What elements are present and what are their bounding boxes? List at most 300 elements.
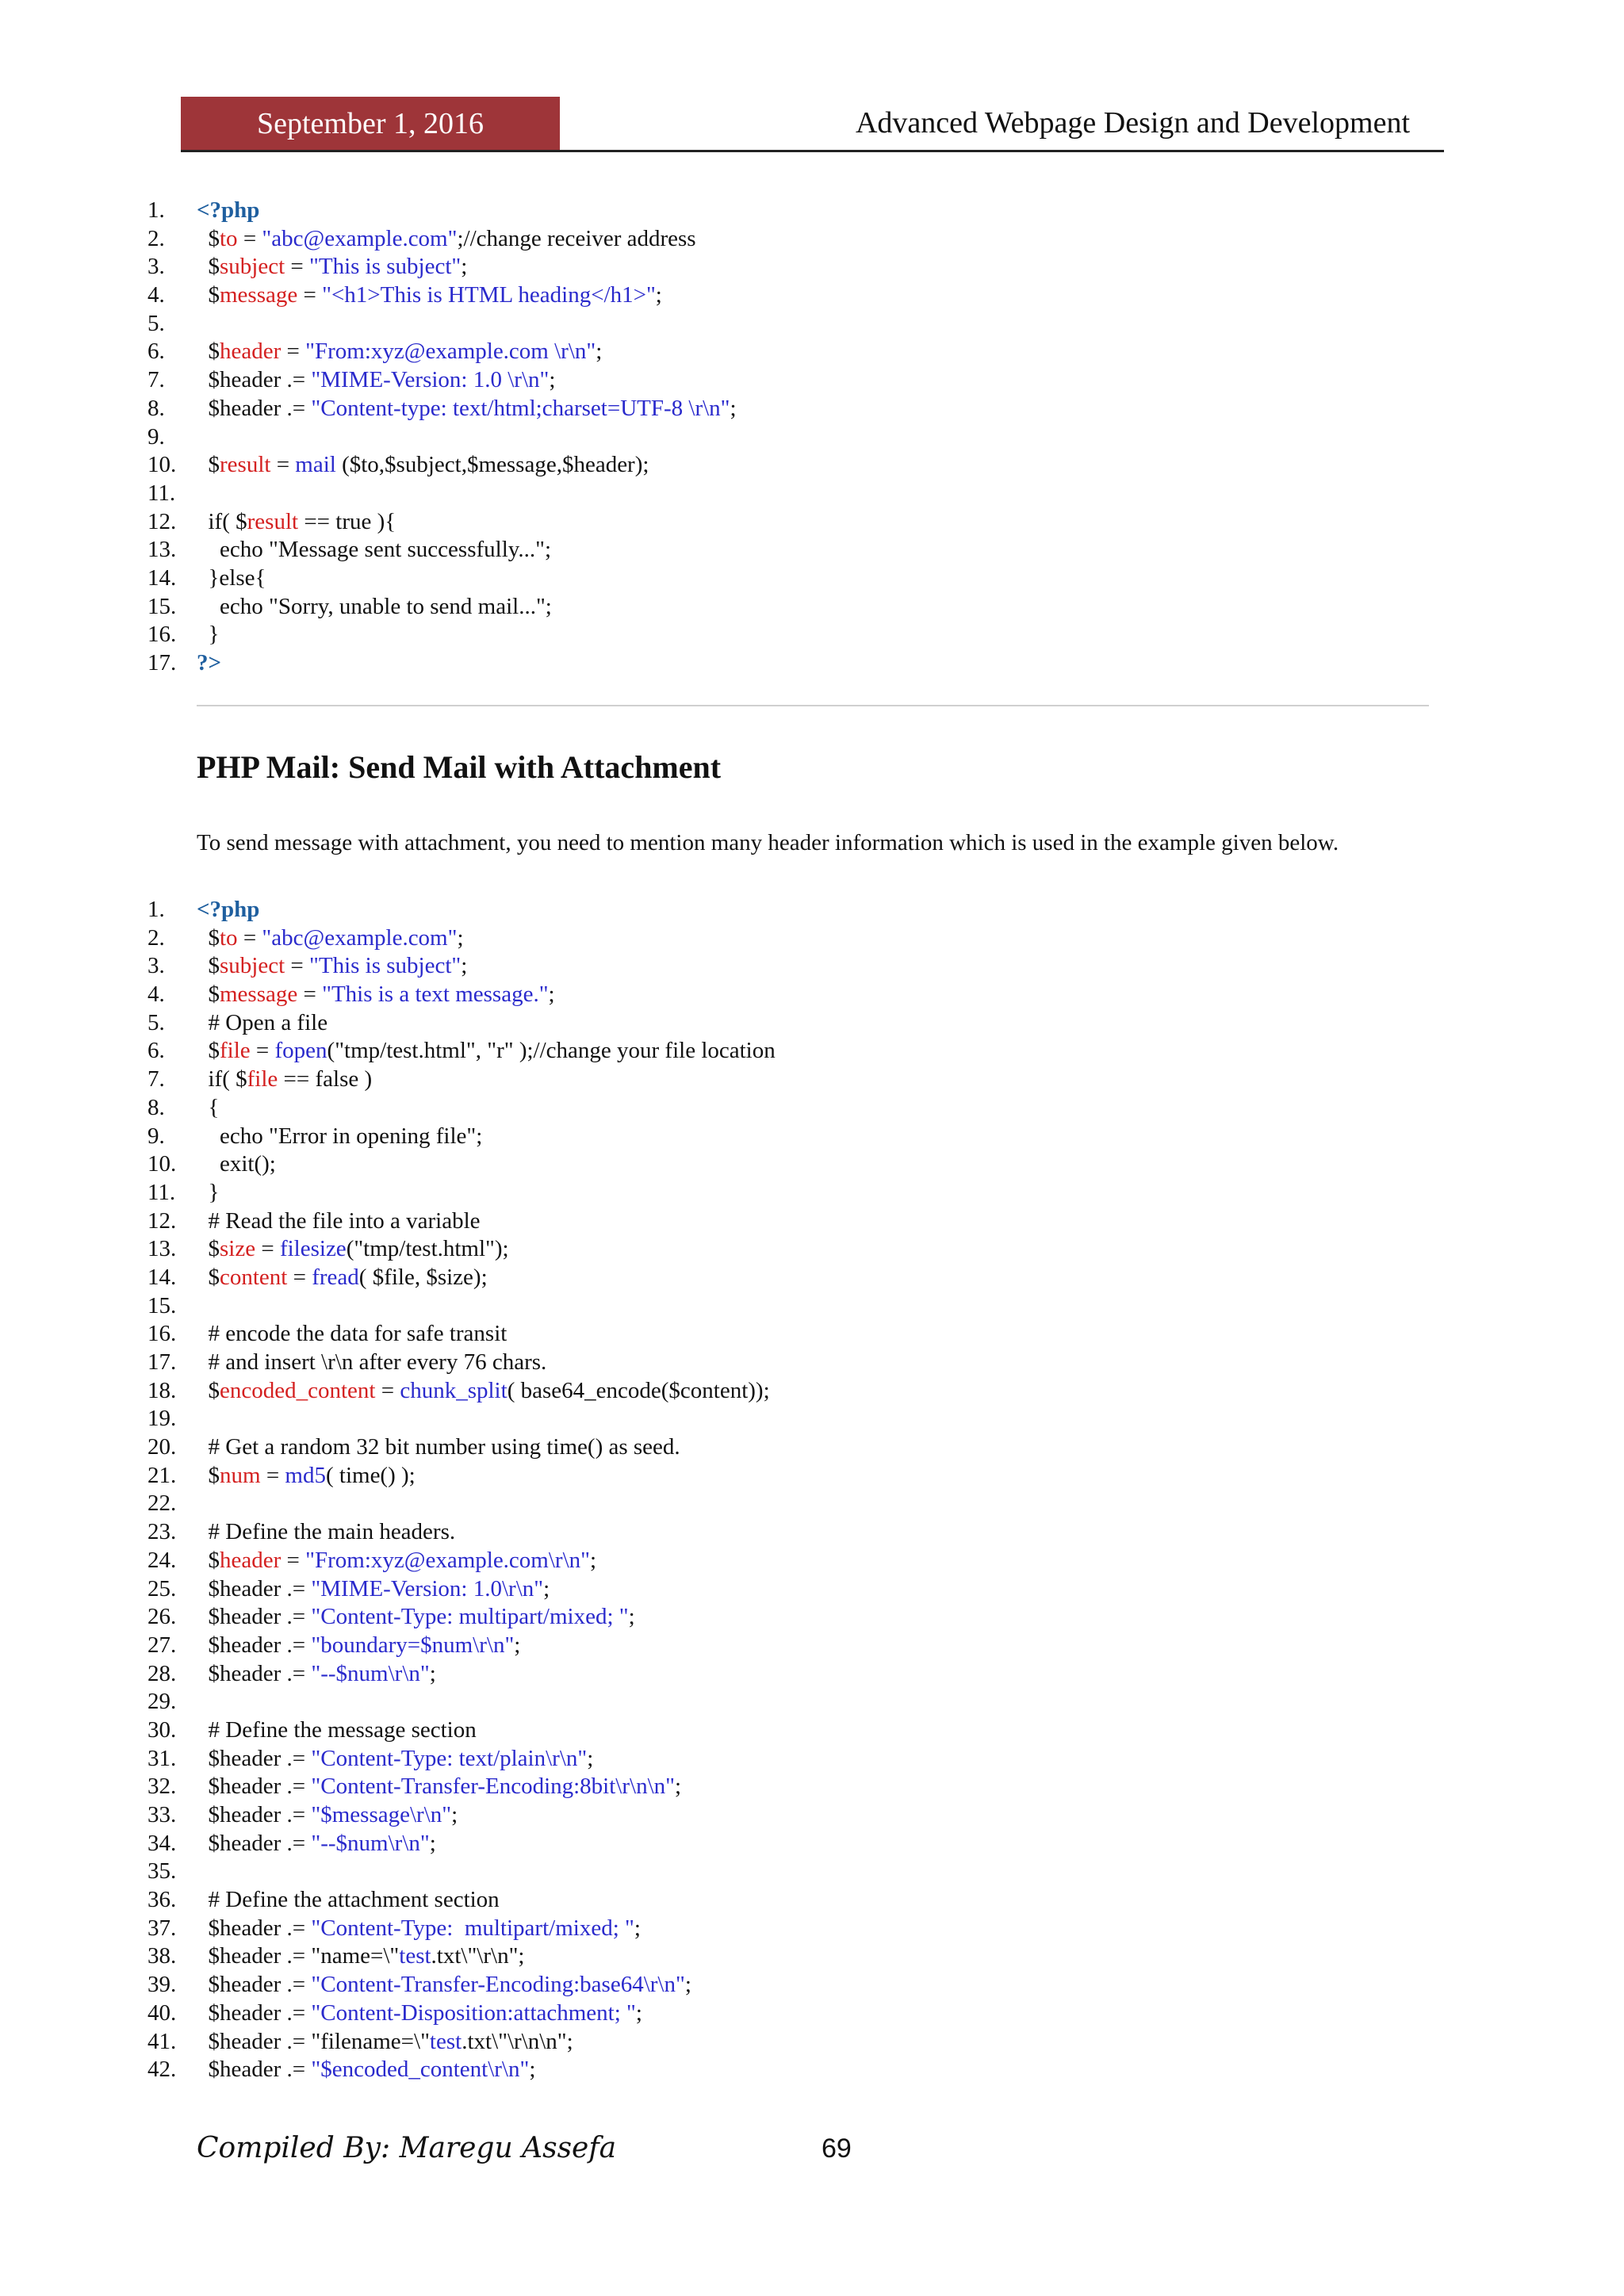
line-number: 9.: [147, 423, 165, 450]
code-token: ;: [589, 1547, 597, 1573]
code-token: test: [429, 2028, 462, 2054]
line-number: 16.: [147, 622, 177, 648]
code-token: ?>: [197, 650, 222, 675]
code-text: [197, 1915, 641, 1943]
line-number: 25.: [147, 1575, 177, 1601]
code-text: [197, 1999, 642, 2028]
line-number: 21.: [147, 1462, 177, 1488]
code-token: $header .=: [197, 395, 312, 421]
code-token: $header .=: [197, 1802, 312, 1827]
code-text: [197, 281, 662, 310]
line-number: 19.: [147, 1406, 177, 1432]
code-token: ;: [628, 1604, 635, 1630]
code-token: $header .=: [197, 1604, 312, 1630]
code-token: $header .= "name=\": [197, 1943, 400, 1969]
code-token: subject: [220, 254, 285, 280]
code-line: [147, 1830, 436, 1858]
code-token: $: [197, 1462, 220, 1488]
code-token: ;//change receiver address: [457, 225, 696, 251]
line-number: 10.: [147, 1151, 177, 1177]
code-token: ( time() );: [325, 1462, 416, 1488]
code-token: ( $file, $size);: [358, 1264, 488, 1290]
code-token: fread: [312, 1264, 359, 1290]
code-token: "Content-Transfer-Encoding:base64\r\n": [311, 1972, 685, 1998]
code-token: $: [197, 1547, 220, 1573]
code-token: message: [220, 282, 298, 308]
page-number: 69: [822, 2133, 852, 2164]
code-token: # Open a file: [197, 1009, 328, 1035]
code-line: [147, 1009, 328, 1038]
line-number: 37.: [147, 1915, 177, 1941]
code-token: $header .=: [197, 1830, 312, 1856]
code-token: ;: [429, 1660, 436, 1686]
code-line: [147, 281, 662, 310]
code-line: [147, 2056, 536, 2084]
code-line: [147, 2028, 573, 2057]
code-line: [147, 1858, 198, 1886]
code-token: "--$num\r\n": [311, 1660, 430, 1686]
code-token: ("tmp/test.html");: [346, 1236, 509, 1262]
code-token: ("tmp/test.html", "r" );//change your file location: [327, 1038, 776, 1064]
code-token: ;: [457, 924, 464, 951]
code-token: =: [260, 1462, 285, 1488]
code-text: [197, 1830, 436, 1858]
code-token: ;: [635, 1999, 642, 2026]
code-token: # encode the data for safe transit: [197, 1321, 508, 1347]
code-token: # Get a random 32 bit number using time() as seed.: [197, 1434, 680, 1460]
code-token: encoded_content: [220, 1377, 376, 1403]
code-token: "$encoded_content\r\n": [311, 2057, 530, 2083]
code-token: .txt\"\r\n\n";: [462, 2028, 573, 2054]
line-number: 11.: [147, 1179, 176, 1205]
line-number: 1.: [147, 897, 165, 922]
line-number: 39.: [147, 1972, 177, 1998]
code-token: ;: [461, 254, 468, 280]
code-token: file: [220, 1038, 251, 1064]
code-token: ;: [451, 1802, 458, 1827]
code-text: [197, 1066, 372, 1094]
code-token: $: [197, 254, 220, 280]
code-token: }else{: [197, 564, 266, 591]
code-line: [147, 423, 198, 452]
line-number: 40.: [147, 1999, 177, 2026]
code-token: =: [297, 282, 323, 308]
code-token: chunk_split: [400, 1377, 508, 1403]
code-token: =: [285, 254, 310, 280]
code-line: [147, 536, 552, 564]
code-text: [197, 1716, 477, 1745]
line-number: 38.: [147, 1943, 177, 1969]
code-token: $: [197, 982, 220, 1008]
line-number: 7.: [147, 367, 165, 393]
section-divider: [197, 705, 1429, 706]
code-line: [147, 1377, 770, 1406]
code-line: [147, 1745, 594, 1774]
code-line: [147, 649, 222, 678]
line-number: 13.: [147, 1236, 177, 1262]
line-number: 6.: [147, 1038, 165, 1064]
code-token: ;: [684, 1972, 691, 1998]
code-line: [147, 253, 468, 281]
code-token: $: [197, 1038, 220, 1064]
line-number: 28.: [147, 1660, 177, 1686]
code-text: [197, 395, 737, 423]
line-number: 34.: [147, 1830, 177, 1856]
line-number: 12.: [147, 508, 177, 534]
line-number: 5.: [147, 310, 165, 336]
code-line: [147, 451, 649, 480]
footer-credit: Compiled By: Maregu Assefa: [197, 2132, 617, 2164]
code-token: filesize: [279, 1236, 347, 1262]
code-text: [197, 1575, 550, 1604]
line-number: 2.: [147, 924, 165, 951]
code-token: }: [197, 1179, 220, 1205]
code-token: $header .= "filename=\": [197, 2028, 430, 2054]
code-text: [197, 924, 464, 953]
code-text: [197, 1462, 416, 1490]
code-line: [147, 1490, 198, 1518]
code-text: [197, 1349, 546, 1377]
code-line: [147, 1716, 477, 1745]
line-number: 9.: [147, 1123, 165, 1149]
code-token: if( $: [197, 1066, 247, 1093]
code-token: ;: [730, 395, 737, 421]
line-number: 3.: [147, 254, 165, 280]
code-token: =: [281, 339, 306, 365]
code-token: =: [287, 1264, 312, 1290]
code-token: content: [220, 1264, 288, 1290]
code-token: subject: [220, 953, 285, 979]
code-text: [197, 1264, 488, 1292]
code-line: [147, 1942, 525, 1971]
code-token: ;: [514, 1632, 521, 1658]
code-line: [147, 1462, 416, 1490]
code-token: =: [255, 1236, 280, 1262]
code-token: $header .=: [197, 1745, 312, 1771]
code-token: }: [197, 622, 220, 648]
code-token: # Define the attachment section: [197, 1887, 500, 1913]
code-line: [147, 896, 260, 924]
code-line: [147, 1688, 198, 1716]
line-number: 12.: [147, 1207, 177, 1234]
code-text: [197, 1518, 455, 1547]
header-divider: [181, 150, 1444, 152]
line-number: 31.: [147, 1745, 177, 1771]
code-line: [147, 981, 555, 1009]
section-paragraph: To send message with attachment, you need to mention many header information which is used in the example given below.: [197, 830, 1339, 855]
line-number: 27.: [147, 1632, 177, 1658]
line-number: 15.: [147, 593, 177, 619]
code-line: [147, 1179, 220, 1207]
code-token: $header .=: [197, 1660, 312, 1686]
code-token: "This is a text message.": [322, 982, 549, 1008]
code-token: $header .=: [197, 2057, 312, 2083]
code-line: [147, 621, 220, 649]
code-line: [147, 1632, 521, 1660]
line-number: 13.: [147, 537, 177, 563]
code-token: $: [197, 339, 220, 365]
code-token: "Content-Disposition:attachment; ": [311, 1999, 636, 2026]
code-token: "Content-Type: multipart/mixed; ": [311, 1604, 629, 1630]
code-listing-attachment-mail: [147, 896, 776, 2084]
code-token: ;: [461, 953, 468, 979]
code-token: size: [220, 1236, 256, 1262]
code-line: [147, 1349, 547, 1377]
code-line: [147, 1037, 776, 1066]
code-text: [197, 2028, 573, 2057]
line-number: 18.: [147, 1377, 177, 1403]
code-text: [197, 1179, 219, 1207]
code-line: [147, 480, 198, 508]
code-token: "boundary=$num\r\n": [311, 1632, 515, 1658]
code-token: "$message\r\n": [311, 1802, 452, 1827]
code-token: fopen: [274, 1038, 327, 1064]
code-token: ;: [655, 282, 662, 308]
code-text: [197, 564, 266, 593]
code-token: ;: [543, 1575, 550, 1601]
code-token: $: [197, 225, 220, 251]
code-token: echo "Error in opening file";: [197, 1123, 483, 1149]
header-date-banner: September 1, 2016: [181, 97, 560, 151]
code-token: $: [197, 1377, 220, 1403]
code-token: test: [399, 1943, 431, 1969]
code-token: "Content-type: text/html;charset=UTF-8 \r\n": [311, 395, 730, 421]
line-number: 8.: [147, 1094, 165, 1120]
code-token: ;: [548, 982, 555, 1008]
line-number: 33.: [147, 1802, 177, 1827]
code-token: result: [220, 452, 271, 478]
code-token: "Content-Type: multipart/mixed; ": [311, 1915, 634, 1941]
code-text: [197, 1801, 458, 1830]
code-line: [147, 1915, 641, 1943]
code-token: =: [281, 1547, 306, 1573]
code-line: [147, 1886, 500, 1915]
line-number: 14.: [147, 1264, 177, 1290]
code-text: [197, 1094, 219, 1123]
code-line: [147, 1094, 220, 1123]
line-number: 1.: [147, 197, 165, 223]
code-line: [147, 1264, 488, 1292]
code-token: echo "Message sent successfully...";: [197, 537, 552, 563]
code-token: # Define the message section: [197, 1716, 477, 1743]
code-token: # Define the main headers.: [197, 1519, 456, 1545]
code-text: [197, 952, 467, 981]
code-text: [197, 1547, 596, 1575]
code-text: [197, 338, 602, 366]
code-text: [197, 1773, 681, 1801]
code-token: =: [285, 953, 310, 979]
code-token: exit();: [197, 1151, 276, 1177]
code-token: header: [220, 1547, 282, 1573]
code-token: "abc@example.com": [262, 225, 458, 251]
line-number: 10.: [147, 452, 177, 478]
code-text: [197, 1037, 776, 1066]
code-token: $header .=: [197, 1774, 312, 1800]
code-text: [197, 1150, 276, 1179]
code-token: "This is subject": [309, 254, 462, 280]
line-number: 6.: [147, 339, 165, 365]
code-text: [197, 1660, 436, 1689]
code-line: [147, 1235, 509, 1264]
line-number: 41.: [147, 2028, 177, 2054]
line-number: 29.: [147, 1689, 177, 1715]
code-line: [147, 225, 696, 254]
code-token: ;: [529, 2057, 536, 2083]
code-token: result: [247, 508, 299, 534]
code-token: "--$num\r\n": [311, 1830, 430, 1856]
line-number: 23.: [147, 1519, 177, 1545]
code-token: ;: [429, 1830, 436, 1856]
code-token: =: [375, 1377, 400, 1403]
code-token: md5: [285, 1462, 326, 1488]
line-number: 22.: [147, 1490, 177, 1517]
line-number: 7.: [147, 1066, 165, 1093]
code-token: "From:xyz@example.com\r\n": [305, 1547, 590, 1573]
code-token: ;: [634, 1915, 641, 1941]
code-token: # and insert \r\n after every 76 chars.: [197, 1349, 547, 1375]
code-token: ( base64_encode($content));: [507, 1377, 770, 1403]
line-number: 26.: [147, 1604, 177, 1630]
code-token: "abc@example.com": [262, 924, 458, 951]
code-line: [147, 1603, 635, 1632]
code-token: =: [297, 982, 323, 1008]
code-token: "MIME-Version: 1.0\r\n": [311, 1575, 544, 1601]
code-token: == true ){: [298, 508, 396, 534]
code-text: [197, 253, 467, 281]
code-line: [147, 310, 198, 339]
code-listing-simple-mail: [147, 197, 737, 678]
code-line: [147, 366, 556, 395]
code-token: num: [220, 1462, 261, 1488]
code-token: =: [250, 1038, 275, 1064]
code-token: ;: [596, 339, 603, 365]
code-text: [197, 1942, 524, 1971]
code-token: $: [197, 1264, 220, 1290]
code-text: [197, 1009, 327, 1038]
code-token: $: [197, 1236, 220, 1262]
code-line: [147, 197, 260, 225]
code-line: [147, 1433, 680, 1462]
code-text: [197, 1886, 500, 1915]
code-token: header: [220, 339, 282, 365]
code-line: [147, 1405, 198, 1433]
code-text: [197, 981, 555, 1009]
code-line: [147, 1320, 508, 1349]
code-line: [147, 924, 464, 953]
code-token: "This is subject": [309, 953, 462, 979]
code-text: [197, 1207, 481, 1236]
code-text: [197, 1235, 509, 1264]
line-number: 24.: [147, 1547, 177, 1573]
code-token: <?php: [197, 197, 260, 223]
line-number: 4.: [147, 282, 165, 308]
code-text: [197, 593, 552, 622]
line-number: 17.: [147, 1349, 177, 1375]
code-token: .txt\"\r\n";: [431, 1943, 525, 1969]
code-token: $header .=: [197, 1915, 312, 1941]
code-text: [197, 1632, 520, 1660]
section-heading: PHP Mail: Send Mail with Attachment: [197, 749, 722, 785]
code-token: $header .=: [197, 367, 312, 393]
code-token: # Read the file into a variable: [197, 1207, 481, 1234]
code-token: message: [220, 982, 298, 1008]
code-token: $: [197, 953, 220, 979]
line-number: 20.: [147, 1434, 177, 1460]
code-line: [147, 1292, 198, 1321]
line-number: 16.: [147, 1321, 177, 1347]
code-text: [197, 1377, 770, 1406]
code-token: $: [197, 452, 220, 478]
code-text: [197, 1123, 482, 1151]
code-token: $header .=: [197, 1972, 312, 1998]
code-text: [197, 1433, 680, 1462]
code-token: =: [270, 452, 296, 478]
code-token: "MIME-Version: 1.0 \r\n": [311, 367, 550, 393]
code-text: [197, 451, 649, 480]
code-token: $: [197, 924, 220, 951]
code-token: echo "Sorry, unable to send mail...";: [197, 593, 552, 619]
code-text: [197, 1971, 691, 1999]
code-line: [147, 1773, 682, 1801]
code-token: "From:xyz@example.com \r\n": [305, 339, 596, 365]
code-token: "Content-Transfer-Encoding:8bit\r\n\n": [311, 1774, 675, 1800]
code-token: $header .=: [197, 1999, 312, 2026]
code-token: $header .=: [197, 1632, 312, 1658]
code-line: [147, 508, 396, 537]
code-token: =: [237, 225, 262, 251]
code-text: [197, 536, 551, 564]
line-number: 30.: [147, 1716, 177, 1743]
code-line: [147, 593, 552, 622]
code-line: [147, 1999, 642, 2028]
code-token: $: [197, 282, 220, 308]
code-line: [147, 1207, 481, 1236]
line-number: 17.: [147, 650, 177, 675]
line-number: 3.: [147, 953, 165, 979]
line-number: 35.: [147, 1858, 177, 1885]
code-text: [197, 366, 555, 395]
line-number: 14.: [147, 564, 177, 591]
header-title: Advanced Webpage Design and Development: [855, 106, 1410, 140]
code-token: ($to,$subject,$message,$header);: [335, 452, 649, 478]
line-number: 4.: [147, 982, 165, 1008]
line-number: 11.: [147, 480, 176, 506]
code-token: "Content-Type: text/plain\r\n": [311, 1745, 588, 1771]
code-line: [147, 952, 468, 981]
line-number: 2.: [147, 225, 165, 251]
code-line: [147, 564, 266, 593]
code-text: [197, 197, 259, 225]
code-token: if( $: [197, 508, 247, 534]
code-token: mail: [295, 452, 336, 478]
code-text: [197, 2056, 535, 2084]
code-token: {: [197, 1094, 220, 1120]
code-token: ;: [587, 1745, 594, 1771]
line-number: 42.: [147, 2057, 177, 2083]
code-text: [197, 1603, 635, 1632]
code-line: [147, 395, 737, 423]
code-text: [197, 1745, 593, 1774]
code-token: <?php: [197, 897, 260, 922]
line-number: 32.: [147, 1774, 177, 1800]
code-text: [197, 896, 259, 924]
code-token: to: [220, 225, 238, 251]
code-text: [197, 621, 219, 649]
code-token: ;: [674, 1774, 682, 1800]
line-number: 5.: [147, 1009, 165, 1035]
line-number: 15.: [147, 1292, 177, 1318]
code-line: [147, 1660, 436, 1689]
